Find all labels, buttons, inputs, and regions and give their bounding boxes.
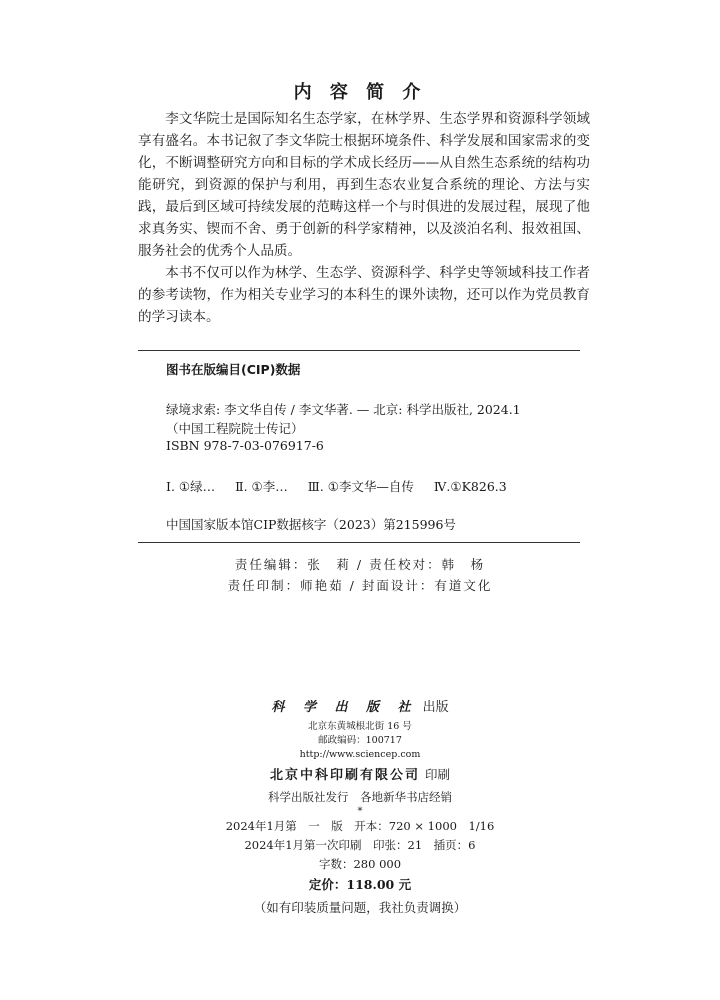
- editor-label: 责任编辑：: [234, 557, 308, 572]
- proofreader-label: 责任校对：: [369, 557, 442, 572]
- publisher-url: http://www.sciencep.com: [299, 749, 421, 760]
- quality-notice: （如有印装质量问题，我社负责调换）: [253, 900, 467, 915]
- cip-class-item: Ⅳ.①K826.3: [433, 479, 507, 494]
- cip-core-number: 中国国家版本馆CIP数据核字（2023）第215996号: [166, 517, 456, 532]
- cip-isbn: ISBN 978-7-03-076917-6: [166, 438, 324, 453]
- cover-designer-name: 有道文化: [434, 578, 493, 593]
- printer-name: 北京中科印刷有限公司: [269, 768, 420, 783]
- print-manager-name: 师艳茹: [300, 578, 344, 593]
- edition-line: 2024年1月第 一 版 开本：720 × 1000 1/16: [225, 819, 495, 833]
- editor-name: 张 莉: [307, 557, 351, 572]
- price-line: [0, 874, 720, 896]
- page-title: 内 容 简 介: [293, 82, 427, 103]
- proofreader-name: 韩 杨: [441, 557, 486, 572]
- distribution-line: 科学出版社发行 各地新华书店经销: [268, 790, 452, 804]
- cip-class-item: Ⅲ. ①李文华—自传: [307, 479, 414, 494]
- summary-paragraph: 本书不仅可以作为林学、生态学、资源科学、科学史等领域科技工作者的参考读物，作为相关专业学习的本科生的课外读物，还可以作为党员教育的学习读本。: [138, 265, 590, 325]
- separator-star: *: [357, 806, 363, 817]
- publisher-postcode: 邮政编码：100717: [318, 735, 402, 746]
- printer-suffix: 印刷: [425, 767, 451, 782]
- price-value: 118.00 元: [346, 877, 412, 892]
- publisher-address: 北京东黄城根北街 16 号: [308, 721, 412, 732]
- price-label: 定价：: [308, 877, 347, 892]
- staff-line-editors: 责任编辑：张 莉 / 责任校对：韩 杨: [234, 557, 486, 572]
- print-manager-label: 责任印制：: [227, 578, 301, 593]
- imprint-block: [0, 694, 720, 920]
- summary-section: [138, 108, 590, 328]
- summary-paragraph: 李文华院士是国际知名生态学家，在林学界、生态学界和资源科学领域享有盛名。本书记叙了李文华院士根据环境条件、科学发展和国家需求的变化，不断调整研究方向和目标的学术成长经历——从自然生态系统的结构功能研究，到资源的保护与利用，再到生态农业复合系统的理论、方法与实践，最后到区域可持续发展的范畴这样一个与时俱进的发展过程，展现了他求真务实、锲而不舍、勇于创新的科学家精神，以及淡泊名利、报效祖国、服务社会的优秀个人品质。: [138, 111, 590, 259]
- word-count: 字数：280 000: [318, 857, 402, 871]
- staff-line-production: 责任印制：师艳茹 / 封面设计：有道文化: [227, 578, 493, 593]
- printing-line: 2024年1月第一次印刷 印张：21 插页：6: [244, 838, 476, 852]
- cip-class-item: Ⅰ. ①绿…: [166, 479, 216, 494]
- cip-top-divider: [138, 350, 580, 351]
- publisher-name: 科 学 出 版 社: [271, 700, 418, 715]
- cip-classification: [166, 477, 523, 495]
- cip-record-line: 绿境求索: 李文华自传 / 李文华著. — 北京: 科学出版社, 2024.1: [166, 402, 521, 417]
- cip-series-line: （中国工程院院士传记）: [166, 421, 304, 436]
- cip-heading: 图书在版编目(CIP)数据: [166, 362, 301, 377]
- publisher-suffix: 出版: [422, 700, 449, 715]
- cip-class-item: Ⅱ. ①李…: [235, 479, 288, 494]
- cover-design-label: 封面设计：: [361, 578, 435, 593]
- cip-bottom-divider: [138, 542, 580, 543]
